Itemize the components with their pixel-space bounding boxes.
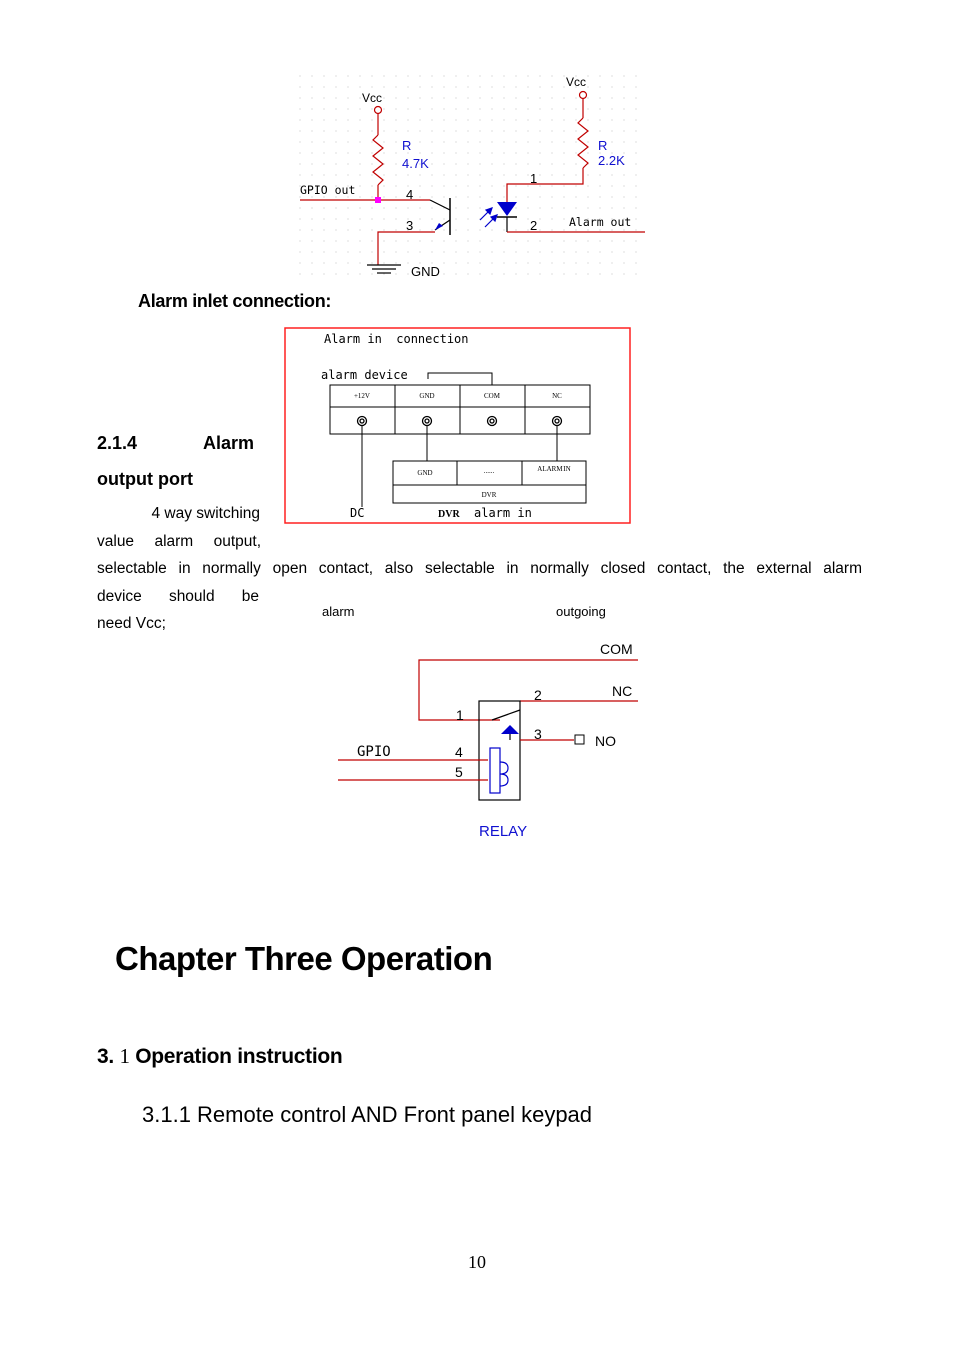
no-terminal	[575, 735, 584, 744]
pin4-label: 4	[406, 187, 414, 202]
no-label: NO	[595, 733, 616, 749]
terminal-12v: +12V	[353, 392, 371, 400]
r-right-label: R	[598, 138, 608, 153]
chapter-title: Chapter Three Operation	[115, 940, 493, 977]
resistor-left	[373, 135, 383, 185]
junction-dot	[375, 197, 381, 203]
vcc-left-node	[375, 107, 382, 114]
nc-label: NC	[612, 683, 633, 699]
relay-body	[479, 701, 520, 800]
terminal-com: COM	[484, 392, 500, 400]
transistor	[430, 200, 450, 210]
resistor-right	[578, 118, 588, 168]
alarm-in-connection-diagram	[284, 327, 632, 525]
section-214-number: 2.1.4	[97, 433, 138, 453]
pin2-label: 2	[530, 218, 538, 233]
section-31-number-sub: 1	[119, 1044, 130, 1068]
section-214-text-line4: device should be	[97, 588, 259, 605]
section-214-text-line2: value alarm output,	[97, 533, 261, 550]
grid-dots	[299, 75, 636, 274]
label-alarm: alarm	[322, 604, 355, 619]
pin1-label: 1	[456, 707, 464, 723]
subsection-311-heading: 3.1.1 Remote control AND Front panel keypad	[142, 1102, 593, 1127]
diagram-title: Alarm in connection	[324, 332, 469, 346]
section-214-text-line1: 4 way switching	[151, 505, 260, 522]
vcc-left-label: Vcc	[362, 91, 383, 105]
dvr-block-label: DVR	[481, 491, 497, 499]
alarm-out-label: Alarm out	[569, 215, 632, 229]
terminal-nc: NC	[552, 392, 562, 400]
caption-alarm-in: alarm in	[474, 506, 532, 520]
section-214-text-line5: need Vcc;	[97, 615, 166, 632]
section-31-title: Operation instruction	[135, 1045, 343, 1068]
relay-alarm-out-circuit	[320, 600, 650, 845]
caption-dvr: DVR	[438, 509, 460, 520]
vcc-right-node	[580, 92, 587, 99]
dvr-terminal-dots: ......	[483, 467, 495, 475]
alarm-inlet-heading: Alarm inlet connection:	[138, 291, 332, 311]
led-triangle	[497, 202, 517, 216]
pin1-label: 1	[530, 171, 538, 186]
dc-label: DC	[350, 506, 365, 520]
r-right-value: 2.2K	[598, 153, 625, 168]
com-label: COM	[600, 641, 633, 657]
section-214-title-line2: output port	[97, 469, 193, 489]
gnd-label: GND	[411, 264, 440, 279]
vcc-right-label: Vcc	[566, 75, 587, 89]
gpio-alarm-out-circuit	[295, 70, 650, 282]
label-outgoing: outgoing	[556, 604, 606, 619]
pin3-label: 3	[534, 726, 542, 742]
pin4-label: 4	[455, 744, 463, 760]
section-214-text-line3: selectable in normally open contact, also selectable in normally closed contact, the external alarm	[97, 560, 862, 577]
gpio-out-label: GPIO out	[300, 183, 356, 197]
dvr-terminal-alarm-in: ALARM IN	[537, 465, 571, 473]
terminal-gnd: GND	[419, 392, 435, 400]
dvr-terminal-block	[393, 461, 586, 503]
section-214-title: Alarm	[203, 433, 255, 453]
alarm-device-terminal-block	[330, 385, 590, 434]
section-31-heading	[97, 1044, 342, 1069]
gpio-label: GPIO	[357, 744, 391, 760]
r-left-value: 4.7K	[402, 156, 429, 171]
page-number: 10	[468, 1252, 486, 1272]
alarm-device-label: alarm device	[321, 368, 408, 382]
pin3-label: 3	[406, 218, 414, 233]
section-31-number: 3.	[97, 1045, 114, 1068]
light-arrows	[480, 208, 497, 227]
dvr-terminal-gnd: GND	[417, 469, 433, 477]
pin5-label: 5	[455, 764, 463, 780]
relay-label: RELAY	[479, 823, 528, 840]
pin2-label: 2	[534, 687, 542, 703]
r-left-label: R	[402, 138, 412, 153]
